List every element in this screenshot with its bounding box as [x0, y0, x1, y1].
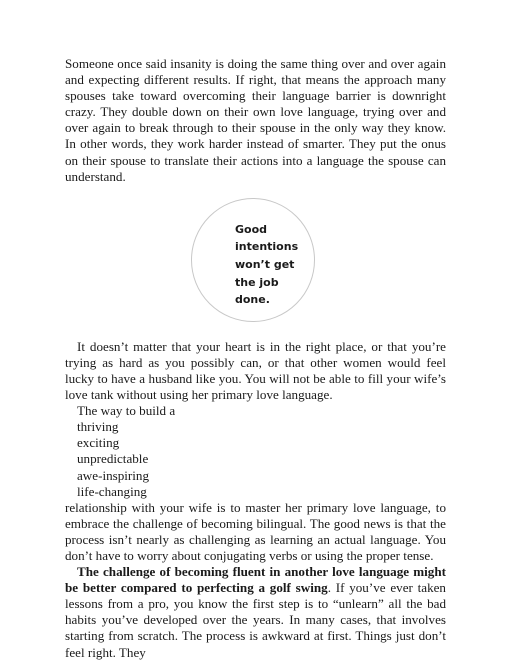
- paragraph-heart: It doesn’t matter that your heart is in the right place, or that you’re trying as hard as you possibly can, or that other women would feel lucky to have a husband like you. You will not be able to fill your wife’s love tank without using her primary love language.: [65, 338, 446, 403]
- adjective-list: [65, 419, 446, 499]
- list-item: exciting: [77, 435, 120, 451]
- page-body: [65, 56, 446, 661]
- golf-rest: . If you’ve ever taken lessons from a pro, you know the first step is to “unlearn” all the bad habits you’ve developed over the years. In many cases, that involves starting from scratch. The process is awkward at first. Things just don’t feel right. They: [65, 580, 446, 660]
- pull-quote: Good intentions won’t get the job done.: [235, 222, 299, 307]
- pull-quote-area: [65, 185, 446, 339]
- paragraph-golf: [65, 564, 446, 661]
- list-item: thriving: [77, 419, 119, 435]
- list-lead: The way to build a: [77, 403, 176, 419]
- paragraph-relationship: relationship with your wife is to master her primary love language, to embrace the challenge of becoming bilingual. The good news is that the process isn’t nearly as challenging as learning an actual language. You don’t have to worry about conjugating verbs or using the proper tense.: [65, 499, 446, 563]
- list-item: life-changing: [77, 483, 147, 499]
- list-item: unpredictable: [77, 451, 149, 467]
- paragraph-insanity: Someone once said insanity is doing the same thing over and over again and expecting different results. If right, that means the approach many spouses take toward overcoming their language barrier is downright crazy. They double down on their own love language, trying over and over again to break through to their spouse in the only way they know. In other words, they work harder instead of smarter. They put the onus on their spouse to translate their actions into a language the spouse can understand.: [65, 56, 446, 184]
- pull-quote-circle: [191, 198, 315, 322]
- list-item: awe-inspiring: [77, 467, 149, 483]
- golf-bold-lead: The challenge of becoming fluent in another love language might be better compared to perfecting a golf swing: [65, 564, 446, 596]
